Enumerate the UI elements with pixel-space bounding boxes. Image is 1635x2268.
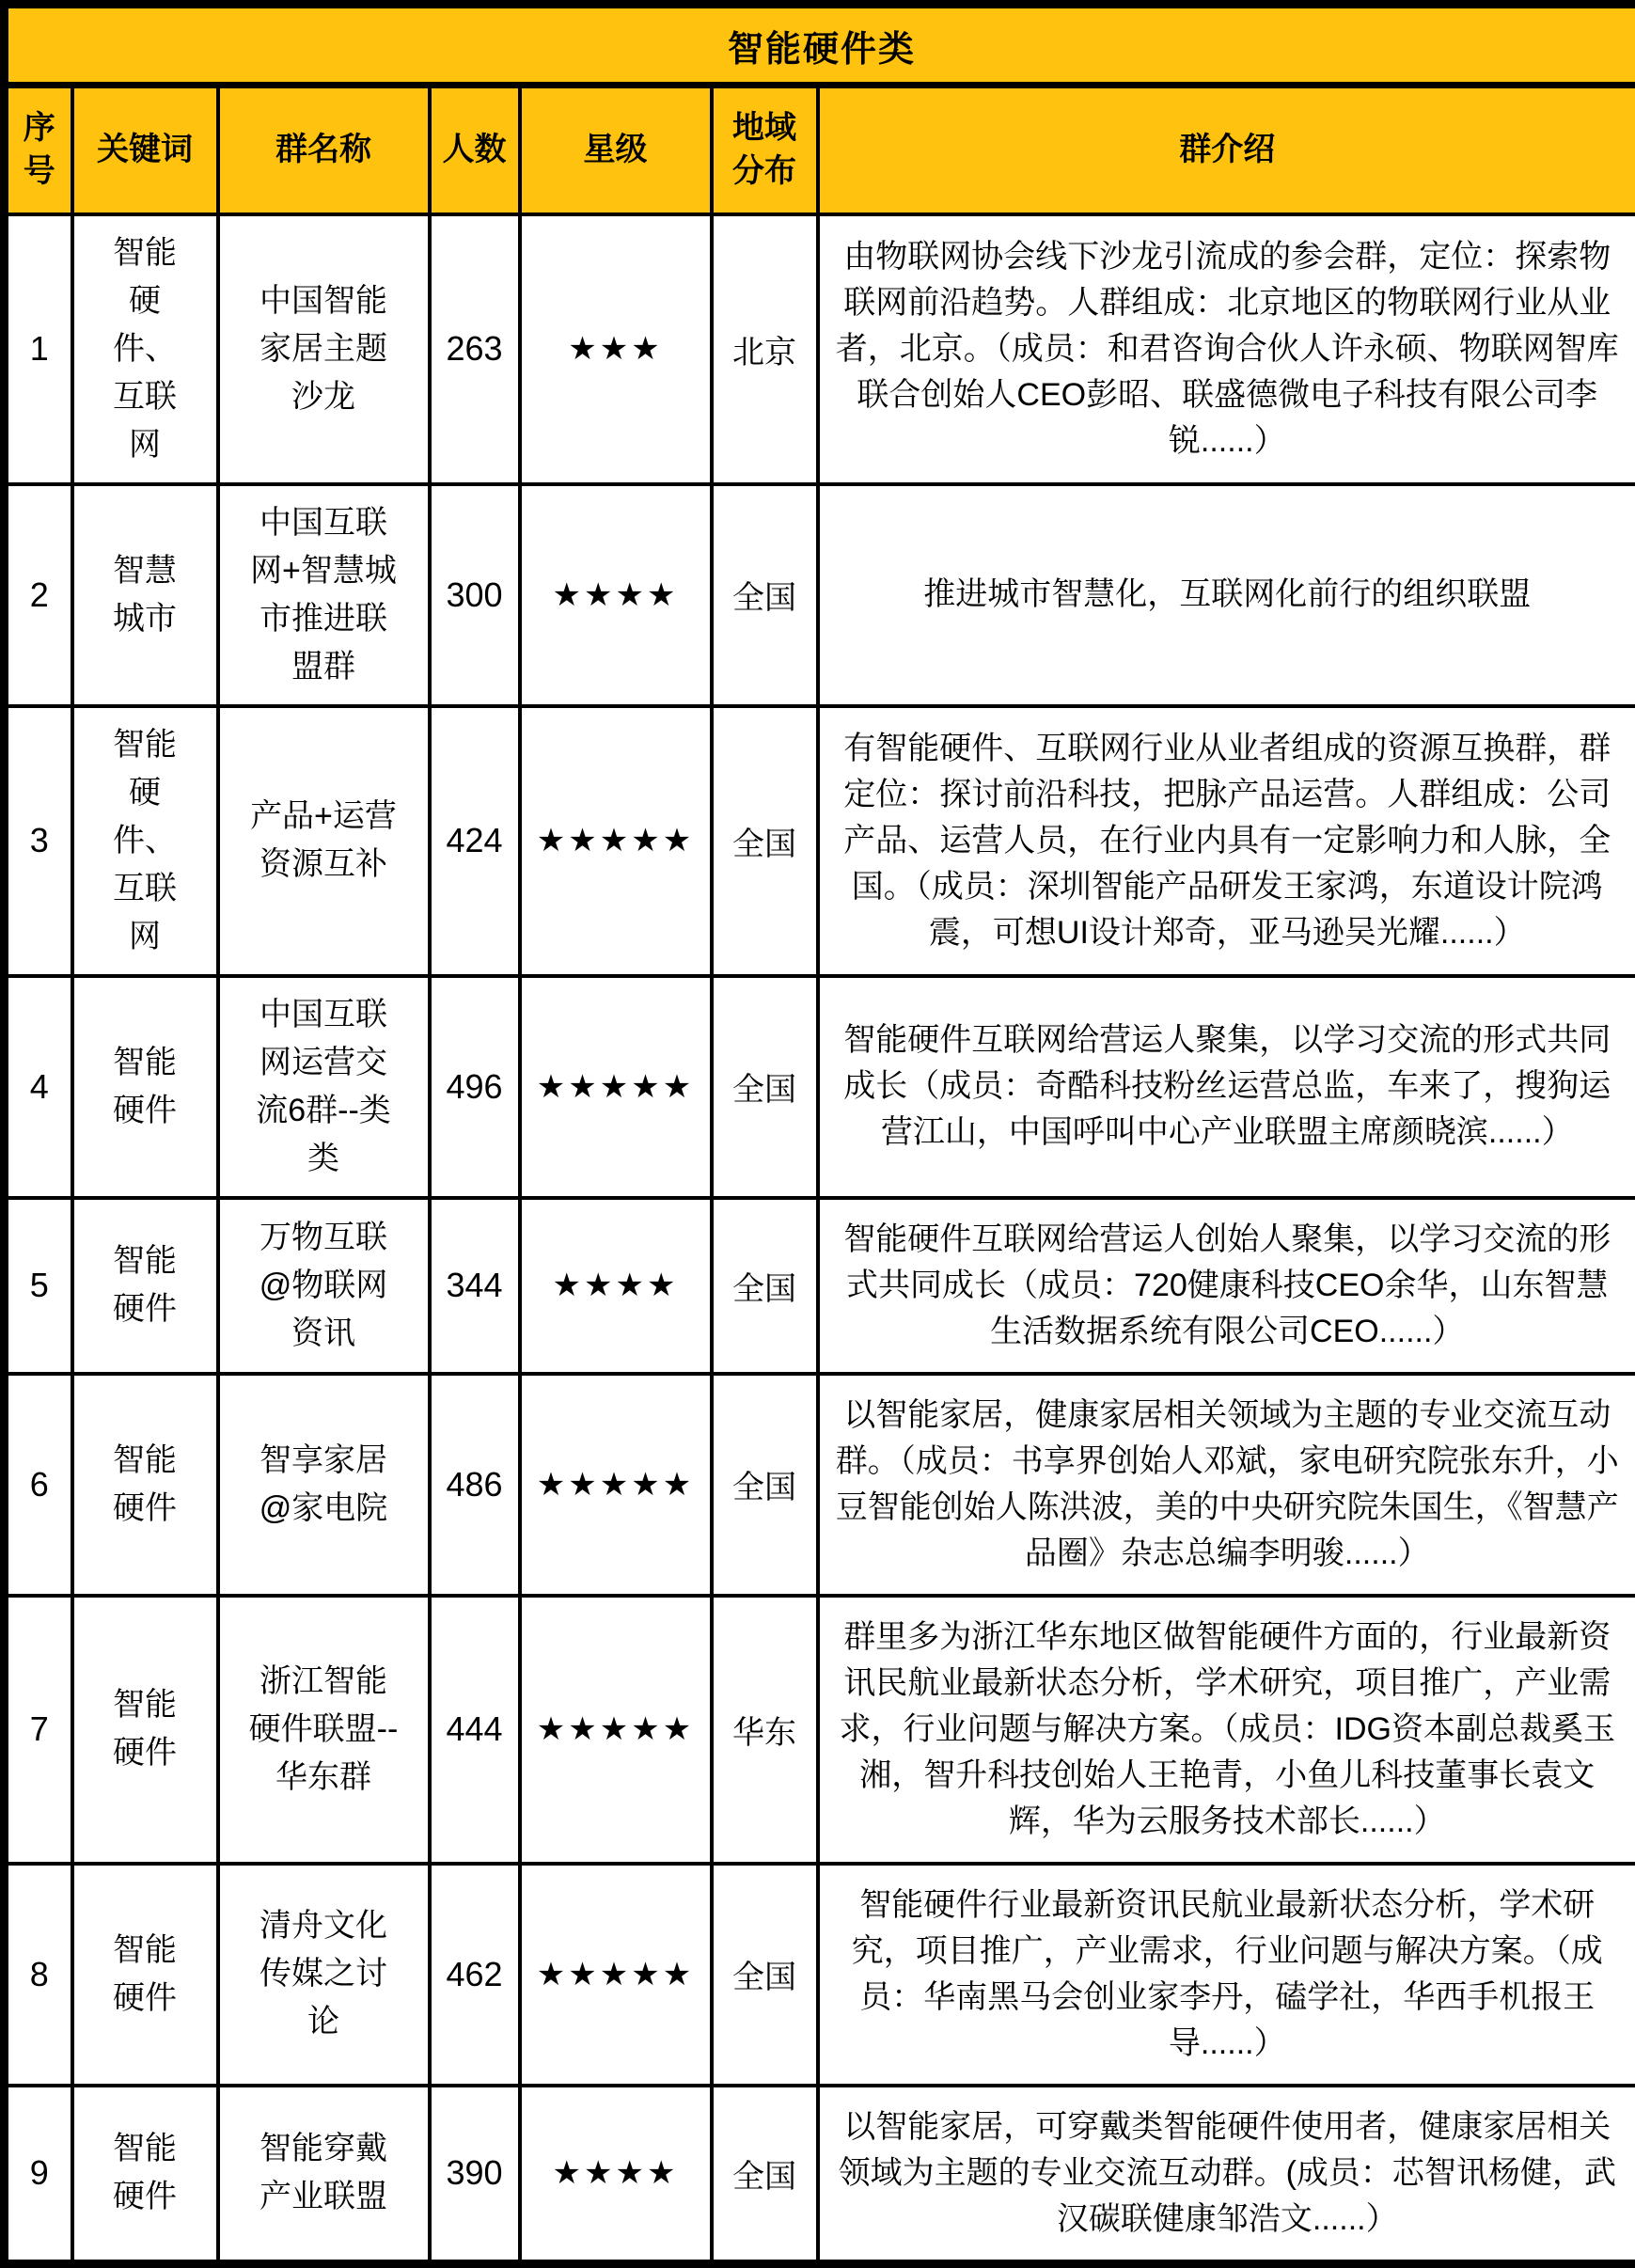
cell-keyword: 智慧城市 <box>72 484 218 706</box>
cell-star-rating: ★★★ <box>520 214 712 484</box>
cell-serial-number: 7 <box>5 1596 72 1864</box>
cell-region: 全国 <box>712 1864 818 2086</box>
cell-region: 华东 <box>712 1596 818 1864</box>
cell-keyword: 智能硬件 <box>72 1864 218 2086</box>
cell-description: 智能硬件互联网给营运人创始人聚集，以学习交流的形式共同成长（成员：720健康科技CEO余华，山东智慧生活数据系统有限公司CEO......） <box>818 1198 1635 1374</box>
col-header-member-count: 人数 <box>430 86 520 214</box>
cell-region: 全国 <box>712 1198 818 1374</box>
cell-region: 全国 <box>712 2086 818 2264</box>
cell-member-count: 263 <box>430 214 520 484</box>
cell-star-rating: ★★★★★ <box>520 1596 712 1864</box>
cell-description: 以智能家居，健康家居相关领域为主题的专业交流互动群。（成员：书享界创始人邓斌，家电研究院张东升，小豆智能创始人陈洪波，美的中央研究院朱国生，《智慧产品圈》杂志总编李明骏......） <box>818 1374 1635 1596</box>
cell-star-rating: ★★★★ <box>520 2086 712 2264</box>
title-row <box>5 5 1635 86</box>
table-title: 智能硬件类 <box>5 5 1635 86</box>
cell-description: 由物联网协会线下沙龙引流成的参会群，定位：探索物联网前沿趋势。人群组成：北京地区的物联网行业从业者，北京。（成员：和君咨询合伙人许永硕、物联网智库联合创始人CEO彭昭、联盛德微电子科技有限公司李锐......） <box>818 214 1635 484</box>
cell-serial-number: 1 <box>5 214 72 484</box>
cell-member-count: 300 <box>430 484 520 706</box>
cell-member-count: 390 <box>430 2086 520 2264</box>
cell-keyword: 智能硬件 <box>72 976 218 1198</box>
cell-region: 全国 <box>712 976 818 1198</box>
cell-member-count: 486 <box>430 1374 520 1596</box>
col-header-serial: 序号 <box>5 86 72 214</box>
cell-member-count: 344 <box>430 1198 520 1374</box>
table-row <box>5 1864 1635 2086</box>
table-row <box>5 706 1635 976</box>
cell-serial-number: 9 <box>5 2086 72 2264</box>
cell-serial-number: 8 <box>5 1864 72 2086</box>
table-row <box>5 1374 1635 1596</box>
cell-star-rating: ★★★★★ <box>520 1864 712 2086</box>
cell-group-name: 中国互联网运营交流6群--类类 <box>218 976 430 1198</box>
cell-keyword: 智能硬件 <box>72 1198 218 1374</box>
cell-serial-number: 3 <box>5 706 72 976</box>
cell-member-count: 444 <box>430 1596 520 1864</box>
col-header-star-rating: 星级 <box>520 86 712 214</box>
cell-region: 全国 <box>712 1374 818 1596</box>
cell-keyword: 智能硬件 <box>72 1374 218 1596</box>
cell-group-name: 清舟文化传媒之讨论 <box>218 1864 430 2086</box>
cell-description: 有智能硬件、互联网行业从业者组成的资源互换群，群定位：探讨前沿科技，把脉产品运营。人群组成：公司产品、运营人员，在行业内具有一定影响力和人脉，全国。（成员：深圳智能产品研发王家鸿，东道设计院鸿震，可想UI设计郑奇，亚马逊吴光耀......） <box>818 706 1635 976</box>
cell-description: 群里多为浙江华东地区做智能硬件方面的，行业最新资讯民航业最新状态分析，学术研究，项目推广，产业需求，行业问题与解决方案。（成员：IDG资本副总裁奚玉湘，智升科技创始人王艳青，小鱼儿科技董事长袁文辉，华为云服务技术部长......） <box>818 1596 1635 1864</box>
table-row <box>5 976 1635 1198</box>
cell-group-name: 浙江智能硬件联盟--华东群 <box>218 1596 430 1864</box>
table-row <box>5 1596 1635 1864</box>
cell-group-name: 万物互联@物联网资讯 <box>218 1198 430 1374</box>
cell-keyword: 智能硬件、互联网 <box>72 214 218 484</box>
table-row <box>5 1198 1635 1374</box>
cell-description: 推进城市智慧化，互联网化前行的组织联盟 <box>818 484 1635 706</box>
table-row <box>5 484 1635 706</box>
cell-star-rating: ★★★★ <box>520 484 712 706</box>
cell-serial-number: 5 <box>5 1198 72 1374</box>
cell-group-name: 智能穿戴产业联盟 <box>218 2086 430 2264</box>
cell-region: 北京 <box>712 214 818 484</box>
cell-star-rating: ★★★★★ <box>520 1374 712 1596</box>
cell-keyword: 智能硬件 <box>72 1596 218 1864</box>
cell-keyword: 智能硬件 <box>72 2086 218 2264</box>
cell-group-name: 产品+运营资源互补 <box>218 706 430 976</box>
table-body <box>5 214 1635 2264</box>
col-header-keyword: 关键词 <box>72 86 218 214</box>
cell-member-count: 424 <box>430 706 520 976</box>
col-header-description: 群介绍 <box>818 86 1635 214</box>
cell-region: 全国 <box>712 706 818 976</box>
table-row <box>5 214 1635 484</box>
cell-serial-number: 6 <box>5 1374 72 1596</box>
cell-group-name: 中国互联网+智慧城市推进联盟群 <box>218 484 430 706</box>
cell-star-rating: ★★★★★ <box>520 706 712 976</box>
cell-region: 全国 <box>712 484 818 706</box>
cell-member-count: 462 <box>430 1864 520 2086</box>
cell-star-rating: ★★★★★ <box>520 976 712 1198</box>
table-row <box>5 2086 1635 2264</box>
cell-description: 智能硬件互联网给营运人聚集，以学习交流的形式共同成长（成员：奇酷科技粉丝运营总监，车来了，搜狗运营江山，中国呼叫中心产业联盟主席颜晓滨......） <box>818 976 1635 1198</box>
cell-keyword: 智能硬件、互联网 <box>72 706 218 976</box>
cell-serial-number: 4 <box>5 976 72 1198</box>
cell-member-count: 496 <box>430 976 520 1198</box>
cell-description: 以智能家居，可穿戴类智能硬件使用者，健康家居相关领域为主题的专业交流互动群。(成员：芯智讯杨健，武汉碳联健康邹浩文......） <box>818 2086 1635 2264</box>
cell-serial-number: 2 <box>5 484 72 706</box>
header-row <box>5 86 1635 214</box>
col-header-group-name: 群名称 <box>218 86 430 214</box>
col-header-region: 地域分布 <box>712 86 818 214</box>
cell-group-name: 中国智能家居主题沙龙 <box>218 214 430 484</box>
cell-group-name: 智享家居@家电院 <box>218 1374 430 1596</box>
cell-star-rating: ★★★★ <box>520 1198 712 1374</box>
cell-description: 智能硬件行业最新资讯民航业最新状态分析，学术研究，项目推广，产业需求，行业问题与解决方案。（成员：华南黑马会创业家李丹，磕学社，华西手机报王导......） <box>818 1864 1635 2086</box>
